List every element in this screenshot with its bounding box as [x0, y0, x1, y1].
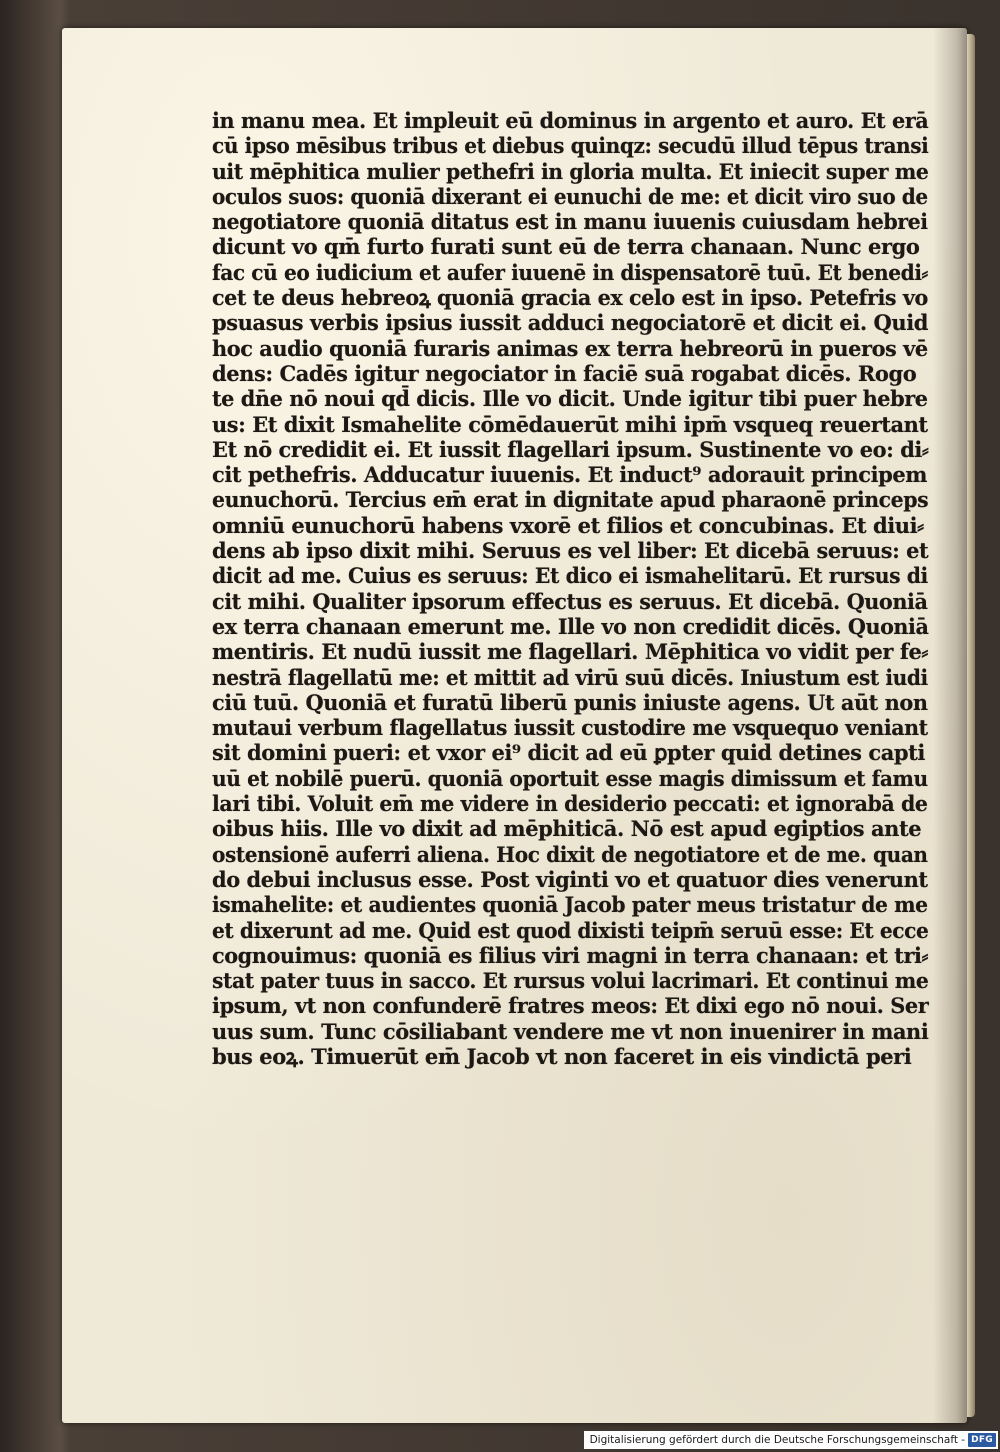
text-line: in manu mea. Et impleuit eū dominus in argento et auro. Et erā — [212, 108, 929, 133]
text-line: dicunt vo qm̄ furto furati sunt eū de terra chanaan. Nunc ergo — [212, 234, 920, 260]
funding-notice: Digitalisierung gefördert durch die Deutsche Forschungsgemeinschaft - — [589, 1434, 966, 1446]
text-line: dens ab ipso dixit mihi. Seruus es vel liber: Et dicebā seruus: et — [212, 538, 929, 564]
page-edge — [967, 34, 975, 1417]
text-line: cognouimus: quoniā es filius viri magni in terra chanaan: et tri⸗ — [212, 942, 928, 968]
text-line: mutaui verbum flagellatus iussit custodire me vsquequo veniant — [212, 715, 928, 741]
text-line: ismahelite: et audientes quoniā Jacob pater meus tristatur de me — [212, 892, 928, 918]
text-line: uus sum. Tunc cōsiliabant vendere me vt non inuenirer in mani — [212, 1018, 929, 1044]
text-line: cit pethefris. Adducatur iuuenis. Et induct⁹ adorauit principem — [212, 462, 928, 488]
text-line: ostensionē auferri aliena. Hoc dixit de negotiatore et de me. quan — [212, 841, 928, 867]
text-line: bus eoꝝ. Timuerūt em̄ Jacob vt non faceret in eis vindictā peri — [212, 1043, 912, 1069]
text-line: sit domini pueri: et vxor ei⁹ dicit ad eū ꝑpter quid detines capti — [212, 740, 925, 766]
text-line: negotiatore quoniā ditatus est in manu iuuenis cuiusdam hebrei — [212, 209, 928, 235]
text-line: ipsum, vt non confunderē fratres meos: Et dixi ego nō noui. Ser — [212, 993, 929, 1019]
text-line: ciū tuū. Quoniā et furatū liberū punis iniuste agens. Ut aūt non — [212, 689, 928, 715]
text-line: us: Et dixit Ismahelite cōmēdauerūt mihi ipm̄ vsqueq reuertant — [212, 411, 928, 437]
text-line: dicit ad me. Cuius es seruus: Et dico ei ismahelitarū. Et rursus di — [212, 563, 928, 589]
text-line: cit mihi. Qualiter ipsorum effectus es seruus. Et dicebā. Quoniā — [212, 588, 928, 614]
dfg-logo-icon: DFG — [968, 1433, 996, 1447]
text-line: omniū eunuchorū habens vxorē et filios et concubinas. Et diui⸗ — [212, 512, 924, 538]
text-line: oculos suos: quoniā dixerant ei eunuchi de me: et dicit viro suo de — [212, 183, 928, 209]
funding-footer — [584, 1431, 998, 1449]
text-line: nestrā flagellatū me: et mittit ad virū suū dicēs. Iniustum est iudi — [212, 664, 928, 690]
text-line: fac cū eo iudicium et aufer iuuenē in dispensatorē tuū. Et benedi⸗ — [212, 259, 928, 285]
text-line: psuasus verbis ipsius iussit adduci negociatorē et dicit ei. Quid — [212, 310, 928, 336]
text-line: uū et nobilē puerū. quoniā oportuit esse magis dimissum et famu — [212, 765, 928, 791]
text-line: mentiris. Et nudū iussit me flagellari. Mēphitica vo vidit per fe⸗ — [212, 639, 928, 665]
book-page — [62, 28, 967, 1423]
text-line: do debui inclusus esse. Post viginti vo et quatuor dies venerunt — [212, 866, 928, 892]
text-line: dens: Cadēs igitur negociator in faciē suā rogabat dicēs. Rogo — [212, 360, 917, 386]
text-line: stat pater tuus in sacco. Et rursus volui lacrimari. Et continui me — [212, 968, 929, 994]
text-line: cū ipso mēsibus tribus et diebus quinqz: secudū illud tēpus transi — [212, 133, 929, 159]
spine-shadow — [933, 28, 967, 1423]
text-line: eunuchorū. Tercius em̄ erat in dignitate apud pharaonē princeps — [212, 487, 929, 513]
text-line: te dn̄e nō noui qd̄ dicis. Ille vo dicit. Unde igitur tibi puer hebre — [212, 386, 928, 412]
text-line: ex terra chanaan emerunt me. Ille vo non credidit dicēs. Quoniā — [212, 613, 929, 639]
text-line: et dixerunt ad me. Quid est quod dixisti teipm̄ seruū esse: Et ecce — [212, 917, 929, 943]
text-line: hoc audio quoniā furaris animas ex terra hebreorū in pueros vē — [212, 335, 928, 361]
text-line: uit mēphitica mulier pethefri in gloria multa. Et iniecit super me — [212, 158, 929, 184]
text-line: Et nō credidit ei. Et iussit flagellari ipsum. Sustinente vo eo: di⸗ — [212, 436, 929, 462]
text-column — [212, 108, 928, 1069]
text-line: oibus hiis. Ille vo dixit ad mēphiticā. Nō est apud egiptios ante — [212, 816, 922, 842]
text-line: cet te deus hebreoꝝ quoniā gracia ex celo est in ipso. Petefris vo — [212, 285, 928, 311]
text-line: lari tibi. Voluit em̄ me videre in desiderio peccati: et ignorabā de — [212, 791, 928, 817]
